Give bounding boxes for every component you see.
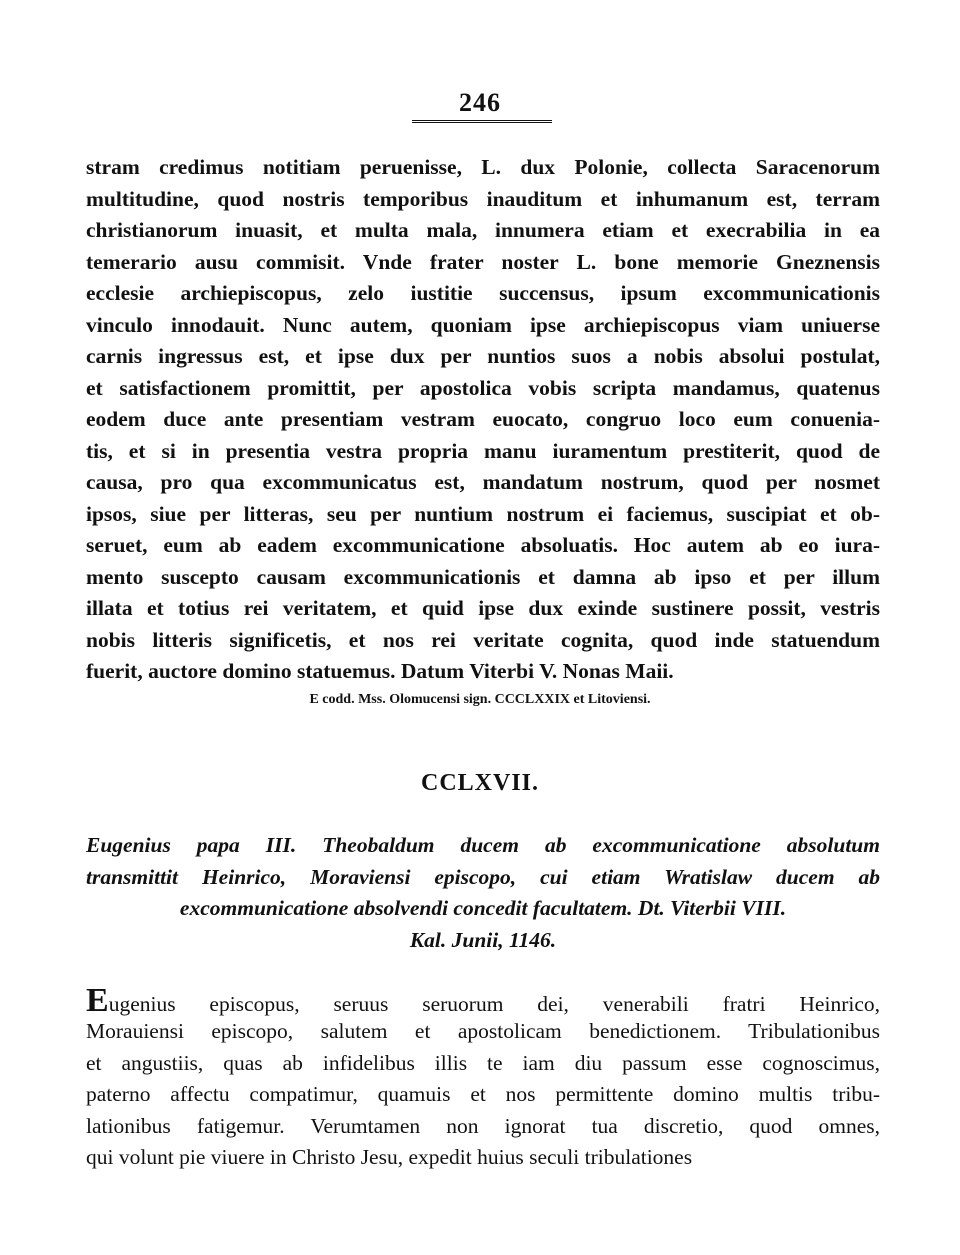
text-line: stram credimus notitiam peruenisse, L. dux Polonie, collecta Saracenorum [86,155,880,179]
document-number: CCLXVII. [420,770,539,796]
text-line: vinculo innodauit. Nunc autem, quoniam ipse archiepiscopus viam uniuerse [86,312,880,337]
text-line [86,982,880,1019]
text-line: qui volunt pie viuere in Christo Jesu, expedit huius seculi tribulationes [86,1145,693,1169]
summary-line: excommunicatione absolvendi concedit facultatem. Dt. Viterbii VIII. [179,896,787,920]
text-line: multitudine, quod nostris temporibus inauditum et inhumanum est, terram [86,186,880,211]
text-line: mento suscepto causam excommunicationis et damna ab ipso et per illum [86,564,880,589]
text-line: ecclesie archiepiscopus, zelo iustitie succensus, ipsum excommunicationis [86,281,880,305]
page-number-rule [412,120,552,126]
source-note: E codd. Mss. Olomucensi sign. CCCLXXIX et Litoviensi. [309,692,651,707]
text-line: christianorum inuasit, et multa mala, innumera etiam et execrabilia in ea [86,218,880,242]
text-line: illata et totius rei veritatem, et quid ipse dux exinde sustinere possit, vestris [86,596,880,620]
summary-line: Kal. Junii, 1146. [409,927,557,952]
text-line: tis, et si in presentia vestra propria manu iuramentum prestiterit, quod de [86,438,880,463]
text-line: seruet, eum ab eadem excommunicatione absoluatis. Hoc autem ab eo iura- [86,533,880,557]
text-line: causa, pro qua excommunicatus est, mandatum nostrum, quod per nosmet [86,470,880,494]
text-line: et satisfactionem promittit, per apostolica vobis scripta mandamus, quatenus [86,375,880,400]
drop-cap: E [86,982,109,1019]
text-line: Morauiensi episcopo, salutem et apostolicam benedictionem. Tribulationibus [86,1019,880,1043]
text-line: lationibus fatigemur. Verumtamen non ignorat tua discretio, quod omnes, [86,1113,880,1138]
text-line: carnis ingressus est, et ipse dux per nuntios suos a nobis absolui postulat, [86,344,880,368]
text-line: temerario ausu commisit. Vnde frater noster L. bone memorie Gneznensis [86,249,880,274]
text-line: ipsos, siue per litteras, seu per nuntium nostrum ei faciemus, suscipiat et ob- [86,501,880,526]
summary-line: transmittit Heinrico, Moraviensi episcopo, cui etiam Wratislaw ducem ab [86,864,880,889]
text-line: nobis litteris significetis, et nos rei veritate cognita, quod inde statuendum [86,627,880,652]
text-line: et angustiis, quas ab infidelibus illis te iam diu passum esse cognoscimus, [86,1050,880,1075]
page-number: 246 [459,88,501,117]
text-line: fuerit, auctore domino statuemus. Datum Viterbi V. Nonas Maii. [86,659,674,683]
text-line: eodem duce ante presentiam vestram euocato, congruo loco eum conuenia- [86,407,880,431]
first-line-text: ugenius episcopus, seruus seruorum dei, venerabili fratri Heinrico, [108,992,880,1016]
text-line: paterno affectu compatimur, quamuis et nos permittente domino multis tribu- [86,1082,880,1106]
summary-line: Eugenius papa III. Theobaldum ducem ab excommunicatione absolutum [86,833,880,857]
